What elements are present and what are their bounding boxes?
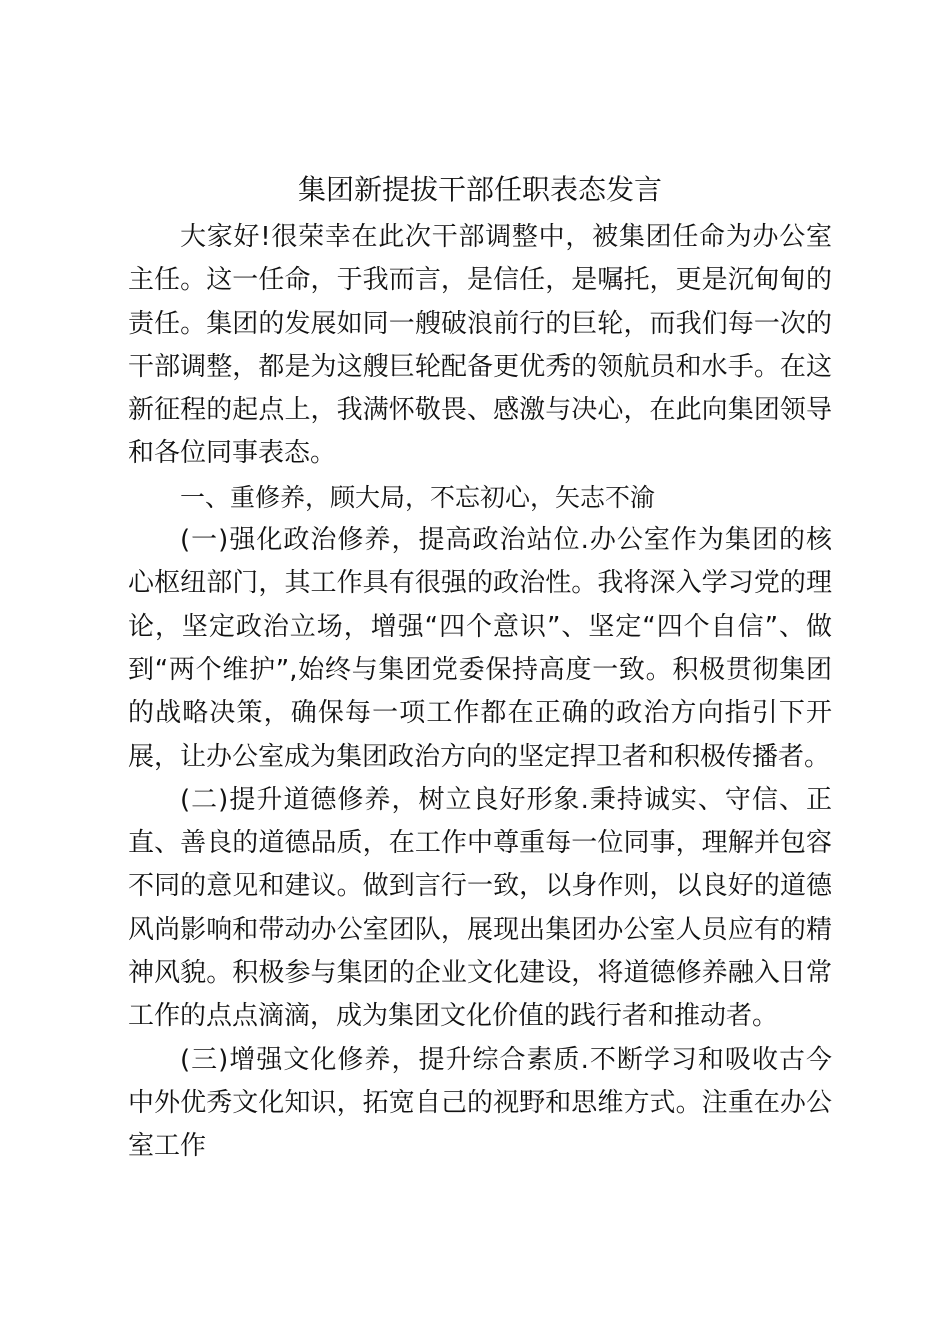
document-title: 集团新提拔干部任职表态发言 <box>297 173 662 206</box>
paragraph-cultural: (三)增强文化修养，提升综合素质.不断学习和吸收古今中外优秀文化知识，拓宽自己的视野和思维方式。注重在办公室工作 <box>128 1044 832 1162</box>
intro-paragraph: 大家好!很荣幸在此次干部调整中，被集团任命为办公室主任。这一任命，于我而言，是信任，是嘱托，更是沉甸甸的责任。集团的发展如同一艘破浪前行的巨轮，而我们每一次的干部调整，都是为这艘巨轮配备更优秀的领航员和水手。在这新征程的起点上，我满怀敬畏、感激与决心，在此向集团领导和各位同事表态。 <box>128 222 832 469</box>
paragraph-moral: (二)提升道德修养，树立良好形象.秉持诚实、守信、正直、善良的道德品质，在工作中尊重每一位同事，理解并包容不同的意见和建议。做到言行一致，以身作则，以良好的道德风尚影响和带动办公室团队，展现出集团办公室人员应有的精神风貌。积极参与集团的企业文化建设，将道德修养融入日常工作的点点滴滴，成为集团文化价值的践行者和推动者。 <box>128 784 832 1032</box>
paragraph-political: (一)强化政治修养，提高政治站位.办公室作为集团的核心枢纽部门，其工作具有很强的政治性。我将深入学习党的理论，坚定政治立场，增强“四个意识”、坚定“四个自信”、做到“两个维护”,始终与集团党委保持高度一致。积极贯彻集团的战略决策，确保每一项工作都在正确的政治方向指引下开展，让办公室成为集团政治方向的坚定捍卫者和积极传播者。 <box>128 525 832 772</box>
section-heading: 一、重修养，顾大局，不忘初心，矢志不渝 <box>180 482 656 512</box>
